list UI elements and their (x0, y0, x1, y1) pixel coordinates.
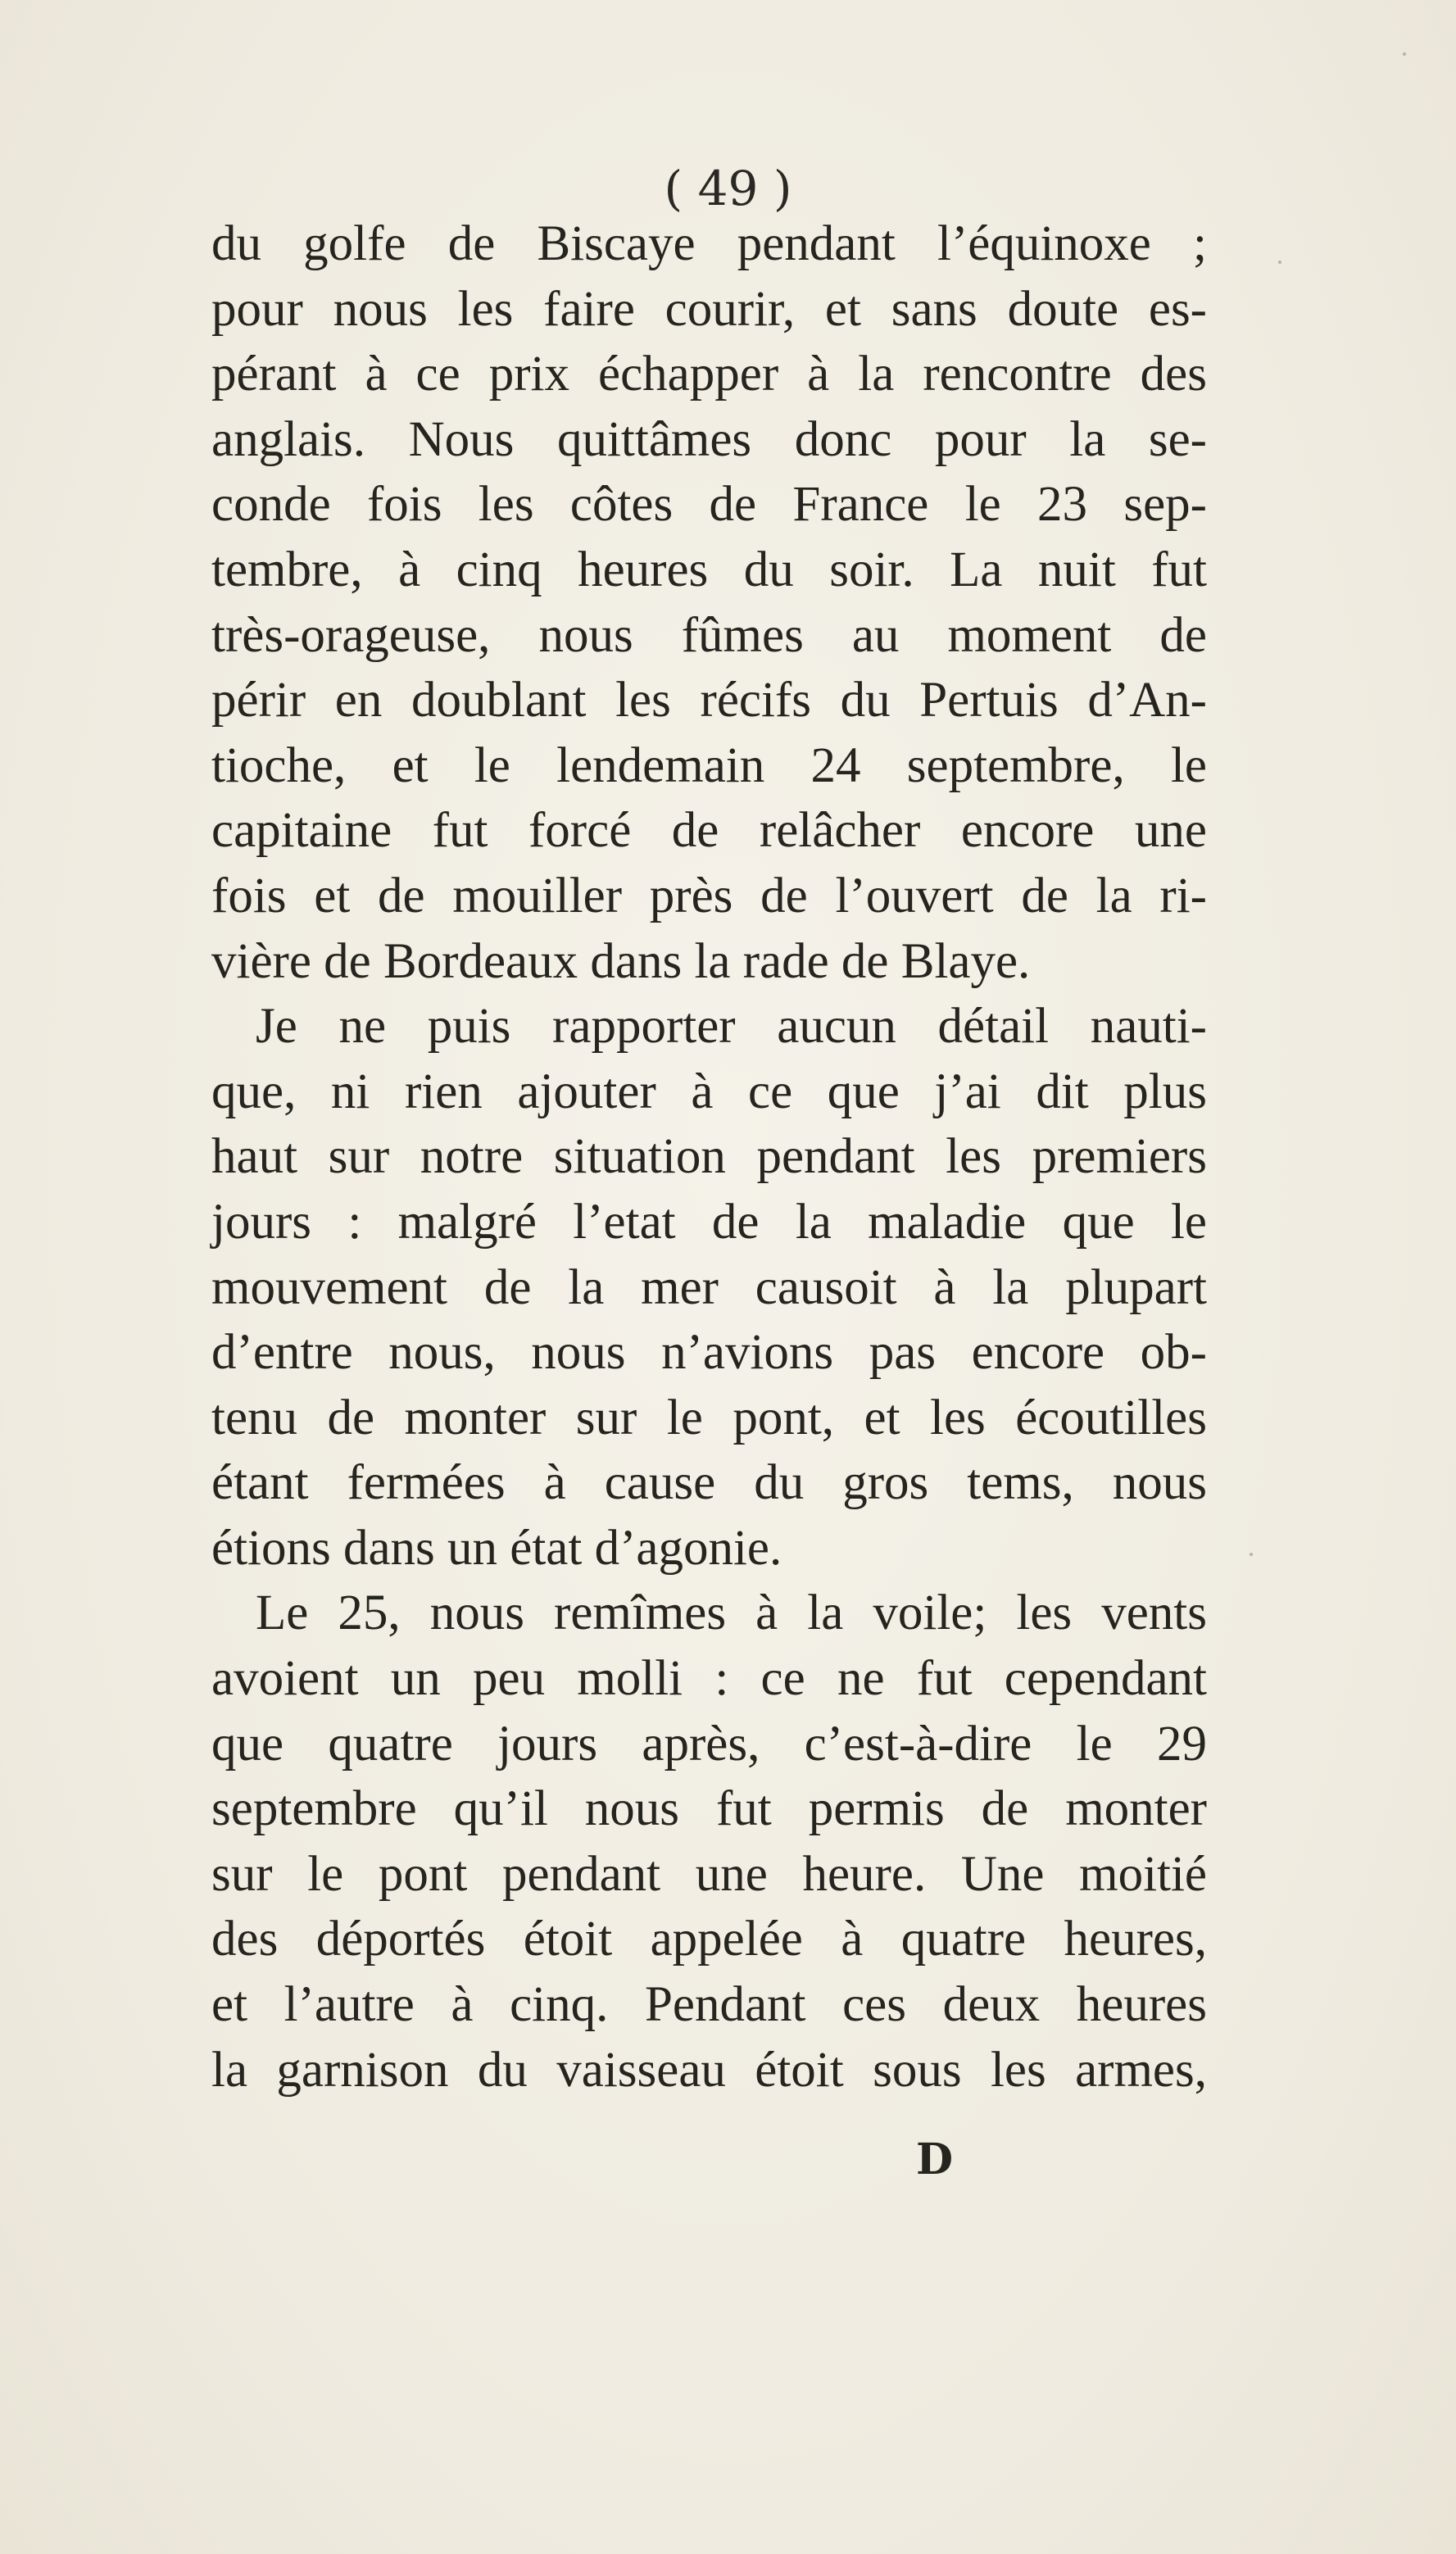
text-line: septembre qu’il nous fut permis de monter (211, 1781, 1207, 1837)
text-line: d’entre nous, nous n’avions pas encore ob- (211, 1325, 1207, 1381)
text-line: très-orageuse, nous fûmes au moment de (211, 607, 1207, 663)
text-line: haut sur notre situation pendant les premiers (211, 1129, 1207, 1185)
text-line: périr en doublant les récifs du Pertuis d’An- (211, 673, 1207, 728)
paper-speck (1403, 52, 1406, 56)
paragraph-2 (211, 994, 1207, 1581)
paragraph-1 (211, 211, 1207, 994)
text-line: la garnison du vaisseau étoit sous les armes, (211, 2042, 1207, 2098)
text-line: conde fois les côtes de France le 23 sep- (211, 477, 1207, 533)
text-line: et l’autre à cinq. Pendant ces deux heures (211, 1977, 1207, 2033)
text-line: Le 25, nous remîmes à la voile; les vents (256, 1585, 1207, 1641)
text-line: du golfe de Biscaye pendant l’équinoxe ; (211, 216, 1207, 271)
page-number: ( 49 ) (664, 161, 792, 216)
text-line: mouvement de la mer causoit à la plupart (211, 1259, 1207, 1315)
text-line: sur le pont pendant une heure. Une moitié (211, 1846, 1207, 1902)
text-line: étant fermées à cause du gros tems, nous (211, 1455, 1207, 1511)
signature-mark: D (916, 2134, 954, 2184)
paragraph-3 (211, 1581, 1207, 2103)
text-line: anglais. Nous quittâmes donc pour la se- (211, 411, 1207, 467)
text-line: des déportés étoit appelée à quatre heures, (211, 1912, 1207, 1967)
text-line: jours : malgré l’etat de la maladie que le (211, 1194, 1207, 1250)
text-line: fois et de mouiller près de l’ouvert de la ri- (211, 868, 1207, 923)
text-line: tioche, et le lendemain 24 septembre, le (211, 737, 1207, 793)
text-line: avoient un peu molli : ce ne fut cependant (211, 1651, 1207, 1707)
text-line: vière de Bordeaux dans la rade de Blaye. (211, 933, 1031, 989)
paper-speck (1278, 261, 1281, 264)
text-line: que, ni rien ajouter à ce que j’ai dit plus (211, 1064, 1207, 1119)
text-line: capitaine fut forcé de relâcher encore une (211, 803, 1207, 859)
text-line: que quatre jours après, c’est-à-dire le 29 (211, 1716, 1207, 1771)
text-line: tenu de monter sur le pont, et les écoutilles (211, 1390, 1207, 1445)
text-line: tembre, à cinq heures du soir. La nuit fut (211, 542, 1207, 597)
body-text (211, 211, 1207, 2103)
text-line: pour nous les faire courir, et sans doute es- (211, 281, 1207, 337)
text-line: étions dans un état d’agonie. (211, 1520, 782, 1576)
text-line: pérant à ce prix échapper à la rencontre des (211, 347, 1207, 402)
text-line: Je ne puis rapporter aucun détail nauti- (256, 999, 1207, 1055)
paper-speck (1250, 1553, 1253, 1556)
